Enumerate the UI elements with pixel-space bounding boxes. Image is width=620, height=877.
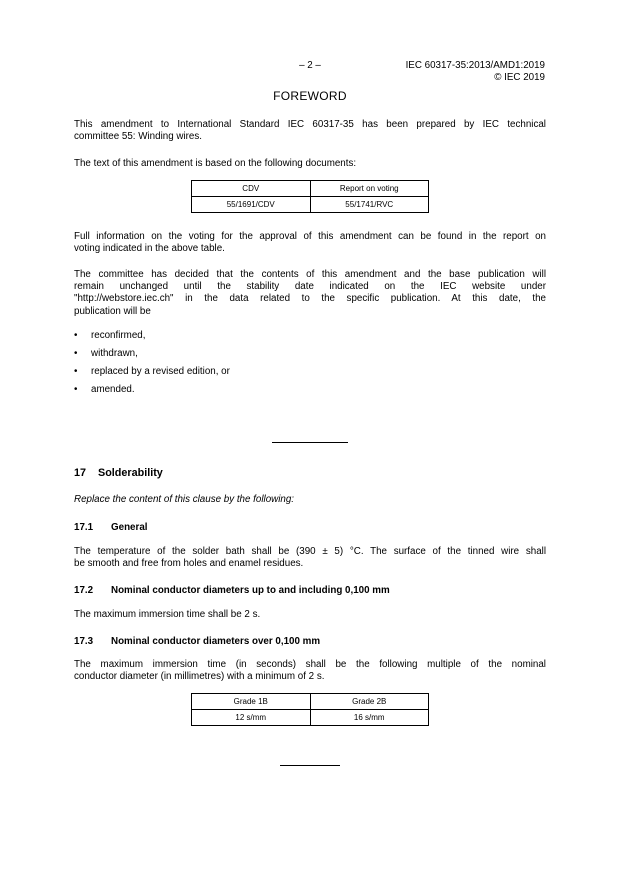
subclause-title: General bbox=[111, 522, 148, 533]
stability-line: publication will be bbox=[74, 305, 151, 317]
clause-heading bbox=[74, 467, 163, 479]
document-page: – 2 – IEC 60317-35:2013/AMD1:2019 © IEC 2019 FOREWORD This amendment to International Standard IEC 60317-35 has been prepared by IEC technical committee 55: Winding wires. The text of this amendment is based on the following documents: CDV Report on voting 55/1691/CDV 55/1741/RVC Full information on the voting for the approval of this amendment can be found in the report on voting indicated in the above table. The committee has decided that the contents of this amendment and the base publication will remain unchanged until the stability date indicated on the IEC website under "http://webstore.iec.ch" in the data related to the specific publication. At this date, the publication will be • reconfirmed, • withdrawn, • replaced by a revised edition, or • amended. 17 Solderability Replace the content of this clause by the following: 17.1 General The temperature of the solder bath shall be (390 ± 5) °C. The surface of the tinned wire shall be smooth and free from holes and enamel residues. 17.2 Nominal conductor diameters up to and including 0,100 mm The maximum immersion time shall be 2 s. 17.3 Nominal conductor diameters over 0,100 mm The maximum immersion time (in seconds) shall be the following multiple of the nominal conductor diameter (in millimetres) with a minimum of 2 s. Grade 1B Grade 2B 12 s/mm 16 s/mm bbox=[0, 0, 620, 877]
documents-table bbox=[191, 180, 429, 213]
subclause-title: Nominal conductor diameters up to and including 0,100 mm bbox=[111, 585, 390, 596]
intro-line: This amendment to International Standard IEC 60317-35 has been prepared by IEC technical bbox=[74, 119, 546, 130]
table-cell: 55/1691/CDV bbox=[192, 197, 311, 213]
table-header-cell: CDV bbox=[192, 181, 311, 197]
text-line: be smooth and free from holes and enamel residues. bbox=[74, 558, 304, 570]
amendment-instruction: Replace the content of this clause by the following: bbox=[74, 494, 295, 505]
text-line: The temperature of the solder bath shall be (390 ± 5) °C. The surface of the tinned wire shall bbox=[74, 546, 546, 557]
stability-statement bbox=[74, 269, 546, 318]
documents-basis-text: The text of this amendment is based on the following documents: bbox=[74, 158, 357, 169]
table-row bbox=[192, 710, 429, 726]
subclause-number: 17.3 bbox=[74, 636, 94, 647]
stability-line: "http://webstore.iec.ch" in the data related to the specific publication. At this date, the bbox=[74, 293, 546, 305]
table-cell: 12 s/mm bbox=[192, 710, 311, 726]
table-cell: 16 s/mm bbox=[310, 710, 429, 726]
subclause-number: 17.2 bbox=[74, 585, 94, 596]
bullet-icon: • bbox=[74, 348, 78, 359]
end-divider bbox=[280, 765, 340, 766]
stability-line: remain unchanged until the stability date indicated on the IEC website under bbox=[74, 281, 546, 293]
bullet-icon: • bbox=[74, 330, 78, 341]
foreword-intro bbox=[74, 119, 546, 143]
voting-line: Full information on the voting for the approval of this amendment can be found in the report on bbox=[74, 231, 546, 242]
subclause-heading bbox=[74, 522, 148, 533]
document-header-ref bbox=[406, 60, 545, 84]
subclause-heading bbox=[74, 585, 390, 596]
foreword-title: FOREWORD bbox=[273, 89, 347, 103]
bullet-icon: • bbox=[74, 366, 78, 377]
table-row bbox=[192, 197, 429, 213]
section-divider bbox=[272, 442, 348, 443]
voting-info bbox=[74, 231, 546, 255]
clause-number: 17 bbox=[74, 467, 87, 479]
subclause-text bbox=[74, 546, 546, 570]
subclause-text: The maximum immersion time shall be 2 s. bbox=[74, 609, 261, 620]
grade-table bbox=[191, 693, 429, 726]
table-header-cell: Grade 1B bbox=[192, 694, 311, 710]
subclause-title: Nominal conductor diameters over 0,100 mm bbox=[111, 636, 321, 647]
text-line: The maximum immersion time (in seconds) shall be the following multiple of the nominal bbox=[74, 659, 546, 670]
subclause-heading bbox=[74, 636, 320, 647]
table-header-cell: Grade 2B bbox=[310, 694, 429, 710]
page-number: – 2 – bbox=[299, 60, 321, 71]
table-header-row bbox=[192, 181, 429, 197]
subclause-text bbox=[74, 659, 546, 683]
table-cell: 55/1741/RVC bbox=[310, 197, 429, 213]
text-line: conductor diameter (in millimetres) with a minimum of 2 s. bbox=[74, 671, 325, 683]
subclause-number: 17.1 bbox=[74, 522, 94, 533]
table-header-cell: Report on voting bbox=[310, 181, 429, 197]
voting-line: voting indicated in the above table. bbox=[74, 243, 225, 255]
stability-line: The committee has decided that the contents of this amendment and the base publication will bbox=[74, 269, 546, 280]
bullet-icon: • bbox=[74, 384, 78, 395]
intro-line: committee 55: Winding wires. bbox=[74, 131, 202, 143]
table-header-row bbox=[192, 694, 429, 710]
copyright-notice: © IEC 2019 bbox=[494, 72, 545, 84]
clause-title: Solderability bbox=[98, 467, 163, 479]
document-reference: IEC 60317-35:2013/AMD1:2019 bbox=[405, 60, 545, 71]
